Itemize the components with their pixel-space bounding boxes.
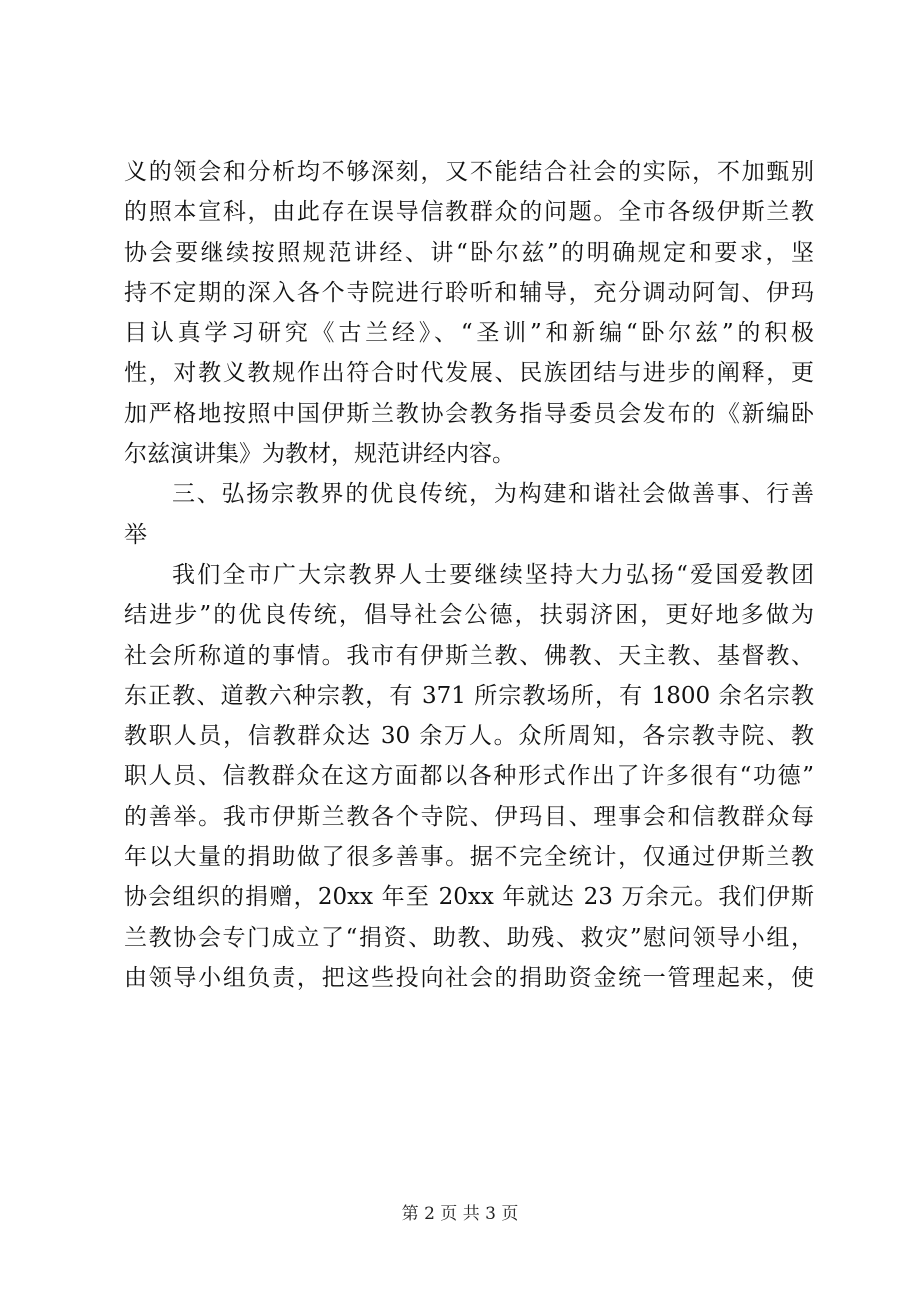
paragraph-line: 性，对教义教规作出符合时代发展、民族团结与进步的阐释，更 <box>124 360 814 387</box>
paragraph-line: 职人员、信教群众在这方面都以各种形式作出了许多很有“功德” <box>124 763 814 790</box>
paragraph-line: 目认真学习研究《古兰经》、“圣训”和新编“卧尔兹”的积极 <box>124 320 814 347</box>
paragraph-line: 持不定期的深入各个寺院进行聆听和辅导，充分调动阿訇、伊玛 <box>124 279 814 306</box>
section-heading-line: 举 <box>124 521 147 548</box>
paragraph-line: 教职人员，信教群众达 30 余万人。众所周知，各宗教寺院、教 <box>124 723 814 750</box>
paragraph-line: 的照本宣科，由此存在误导信教群众的问题。全市各级伊斯兰教 <box>124 199 814 226</box>
document-body <box>124 152 814 998</box>
page-number-footer: 第 2 页 共 3 页 <box>401 1204 519 1224</box>
section-heading-line: 三、弘扬宗教界的优良传统，为构建和谐社会做善事、行善 <box>172 481 814 508</box>
paragraph-line: 尔兹演讲集》为教材，规范讲经内容。 <box>124 441 515 468</box>
paragraph-line: 加严格地按照中国伊斯兰教协会教务指导委员会发布的《新编卧 <box>124 400 814 427</box>
paragraph-line: 结进步”的优良传统，倡导社会公德，扶弱济困，更好地多做为 <box>124 602 814 629</box>
paragraph-line: 由领导小组负责，把这些投向社会的捐助资金统一管理起来，使 <box>124 964 814 991</box>
paragraph-line: 协会组织的捐赠，20xx 年至 20xx 年就达 23 万余元。我们伊斯 <box>124 884 814 911</box>
paragraph-line: 协会要继续按照规范讲经、讲“卧尔兹”的明确规定和要求，坚 <box>124 239 814 266</box>
paragraph-line: 兰教协会专门成立了“捐资、助教、助残、救灾”慰问领导小组， <box>124 924 814 951</box>
paragraph-line: 义的领会和分析均不够深刻，又不能结合社会的实际，不加甄别 <box>124 159 814 185</box>
paragraph-line: 的善举。我市伊斯兰教各个寺院、伊玛目、理事会和信教群众每 <box>124 803 814 830</box>
paragraph-line: 我们全市广大宗教界人士要继续坚持大力弘扬“爱国爱教团 <box>172 561 814 588</box>
paragraph-line: 东正教、道教六种宗教，有 371 所宗教场所，有 1800 余名宗教 <box>124 682 814 709</box>
paragraph-line: 社会所称道的事情。我市有伊斯兰教、佛教、天主教、基督教、 <box>124 642 814 669</box>
paragraph-line: 年以大量的捐助做了很多善事。据不完全统计，仅通过伊斯兰教 <box>124 844 814 871</box>
